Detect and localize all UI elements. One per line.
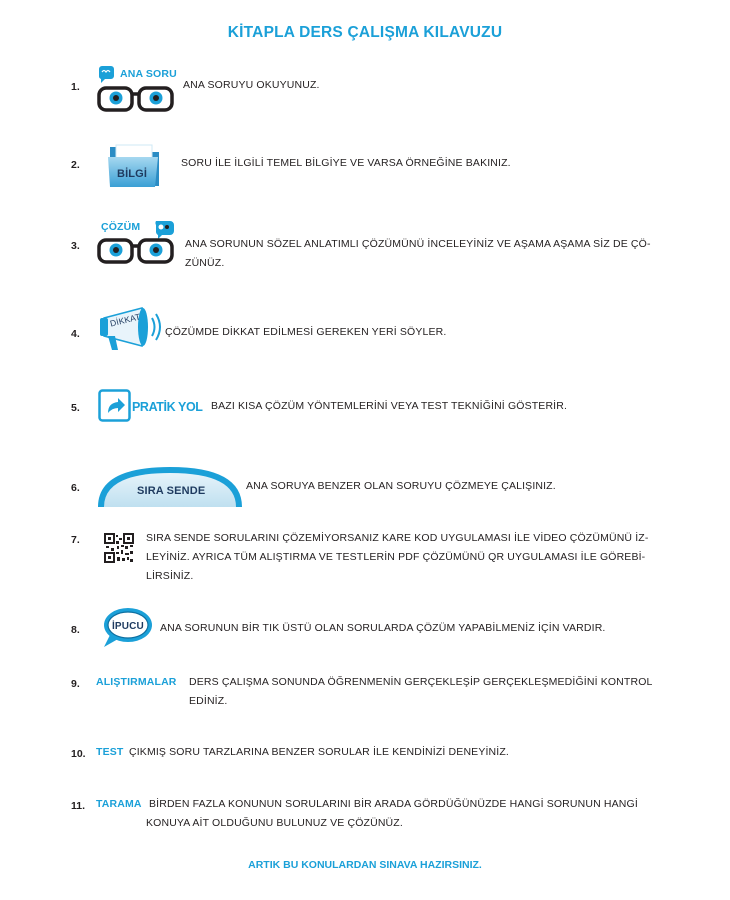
qr-code-icon [104, 533, 134, 563]
item-text: ANA SORUYA BENZER OLAN SORUYU ÇÖZMEYE ÇALIŞINIZ. [246, 480, 556, 492]
item-text-line2: LEYİNİZ. AYRICA TÜM ALIŞTIRMA VE TESTLERİN PDF ÇÖZÜMÜNÜ QR UYGULAMASI İLE GÖREBİ- [146, 551, 646, 563]
ipucu-label: İPUCU [112, 621, 144, 632]
item-number: 4. [71, 328, 80, 340]
item-text-line2: EDİNİZ. [189, 695, 228, 707]
ana-soru-label: ANA SORU [120, 68, 177, 80]
item-number: 11. [71, 800, 86, 812]
item-number: 9. [71, 678, 80, 690]
item-text-line1: BİRDEN FAZLA KONUNUN SORULARINI BİR ARADA GÖRDÜĞÜNÜZDE HANGİ SORUNUN HANGİ [149, 798, 638, 810]
item-number: 6. [71, 482, 80, 494]
item-text-line1: DERS ÇALIŞMA SONUNDA ÖĞRENMENİN GERÇEKLEŞİP GERÇEKLEŞMEDİĞİNİ KONTROL [189, 676, 653, 688]
item-number: 8. [71, 624, 80, 636]
item-number: 3. [71, 240, 80, 252]
item-text: ÇÖZÜMDE DİKKAT EDİLMESİ GEREKEN YERİ SÖYLER. [165, 326, 447, 338]
item-text-line2: ZÜNÜZ. [185, 257, 225, 269]
glasses-icon [96, 218, 180, 270]
item-number: 7. [71, 534, 80, 546]
cozum-label: ÇÖZÜM [101, 221, 141, 233]
item-text: ÇIKMIŞ SORU TARZLARINA BENZER SORULAR İLE KENDİNİZİ DENEYİNİZ. [129, 746, 509, 758]
dikkat-label: DİKKAT [108, 311, 142, 329]
shortcut-arrow-icon [98, 389, 132, 423]
item-text: BAZI KISA ÇÖZÜM YÖNTEMLERİNİ VEYA TEST TEKNİĞİNİ GÖSTERİR. [211, 400, 568, 412]
item-number: 2. [71, 159, 80, 171]
pratik-yol-label: PRATİK YOL [132, 400, 203, 414]
item-number: 5. [71, 402, 80, 414]
page-title: KİTAPLA DERS ÇALIŞMA KILAVUZU [227, 24, 503, 41]
test-keyword: TEST [96, 746, 124, 758]
bilgi-label: BİLGİ [117, 168, 148, 180]
item-text-line2: KONUYA AİT OLDUĞUNU BULUNUZ VE ÇÖZÜNÜZ. [146, 817, 403, 829]
item-text: SORU İLE İLGİLİ TEMEL BİLGİYE VE VARSA ÖRNEĞİNE BAKINIZ. [181, 157, 511, 169]
item-text-line1: ANA SORUNUN SÖZEL ANLATIMLI ÇÖZÜMÜNÜ İNCELEYİNİZ VE AŞAMA AŞAMA SİZ DE ÇÖ- [185, 238, 651, 250]
item-text: ANA SORUYU OKUYUNUZ. [183, 79, 320, 91]
sira-sende-label: SIRA SENDE [137, 485, 206, 497]
alistirmalar-keyword: ALIŞTIRMALAR [96, 676, 177, 688]
item-text-line1: SIRA SENDE SORULARINI ÇÖZEMİYORSANIZ KARE KOD UYGULAMASI İLE VİDEO ÇÖZÜMÜNÜ İZ- [146, 532, 649, 544]
item-number: 1. [71, 81, 80, 93]
tarama-keyword: TARAMA [96, 798, 142, 810]
item-text-line3: LİRSİNİZ. [146, 570, 194, 582]
item-text: ANA SORUNUN BİR TIK ÜSTÜ OLAN SORULARDA ÇÖZÜM YAPABİLMENİZ İÇİN VARDIR. [160, 622, 606, 634]
item-number: 10. [71, 748, 86, 760]
footer-note: ARTIK BU KONULARDAN SINAVA HAZIRSINIZ. [248, 859, 482, 871]
